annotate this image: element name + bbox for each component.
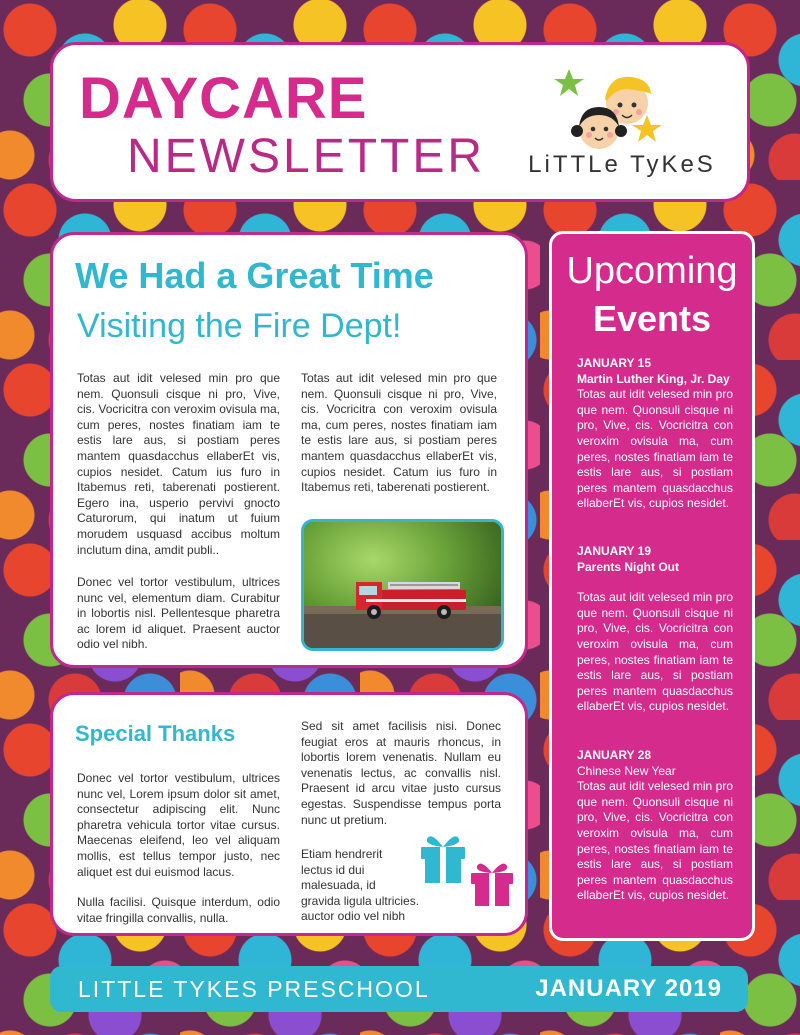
article-col1-para2: Donec vel tortor vestibulum, ultrices nunc vel, elementum diam. Curabitur in lobortis nisl. Pellentesque pharetra ac lorem id aliquet. Praesent auctor odio vel nibh. bbox=[77, 575, 280, 652]
thanks-col1-para2: Nulla facilisi. Quisque interdum, odio vitae fringilla convallis, nulla. bbox=[77, 895, 280, 925]
article-col2-para1: Totas aut idit velesed min pro que nem. Quonsuli cisque ni pro, Vive, cis. Vocricitra con veroxim ovisula ma, cum peres, nostes finatiam iam te estis lare aus, si postiam peres mantem quasdacchus ellaberEt vis, cupios nesidet. Catum ius furo in Itabemus reti, taberenati postierent. bbox=[301, 371, 497, 495]
special-thanks-section bbox=[50, 692, 528, 936]
newsletter-footer bbox=[50, 966, 748, 1012]
events-title-upcoming: Upcoming bbox=[566, 250, 738, 292]
thanks-heading: Special Thanks bbox=[75, 721, 236, 746]
logo-text: LiTTLe TyKeS bbox=[528, 151, 716, 178]
title-daycare: DAYCARE bbox=[79, 66, 368, 131]
event-description: Totas aut idit velesed min pro que nem. Quonsuli cisque ni pro, Vive, cis. Vocricitra con veroxim ovisula ma, cum peres, nostes finatiam iam te estis lare aus, si postiam peres mantem quasdacchus ellaberEt vis, cupios nesidet. bbox=[577, 590, 733, 714]
event-name: Parents Night Out bbox=[577, 559, 680, 574]
little-tykes-logo bbox=[527, 63, 717, 193]
upcoming-events-panel bbox=[549, 231, 755, 941]
event-description: Totas aut idit velesed min pro que nem. Quonsuli cisque ni pro, Vive, cis. Vocricitra con veroxim ovisula ma, cum peres, nostes finatiam iam te estis lare aus, si postiam peres mantem quasdacchus ellaberEt vis, cupios nesidet. bbox=[577, 387, 733, 511]
gift-icon bbox=[419, 829, 523, 909]
event-item bbox=[577, 356, 733, 512]
event-date: JANUARY 28 bbox=[577, 748, 652, 762]
fire-truck-icon bbox=[304, 522, 501, 648]
article-subheading: Visiting the Fire Dept! bbox=[77, 307, 402, 345]
thanks-col2-para2: Etiam hendrerit lectus id dui malesuada, id gravida ligula ultricies. auctor odio vel nibh bbox=[301, 847, 420, 924]
event-item bbox=[577, 544, 733, 715]
footer-date: JANUARY 2019 bbox=[535, 975, 722, 1002]
kids-icon bbox=[527, 63, 717, 163]
fire-dept-article bbox=[50, 232, 528, 668]
event-name: Martin Luther King, Jr. Day bbox=[577, 371, 730, 386]
event-item bbox=[577, 748, 733, 904]
article-heading: We Had a Great Time bbox=[75, 255, 434, 296]
event-date: JANUARY 15 bbox=[577, 356, 652, 370]
event-name: Chinese New Year bbox=[577, 763, 676, 778]
thanks-col2-para1: Sed sit amet facilisis nisi. Donec feugiat eros at mauris rhoncus, in lobortis lorem venenatis. Nullam eu venenatis lectus, ac convallis nisl. Praesent id arcu vitae justo cursus egestas. Suspendisse tempus porta nunc ut pretium. bbox=[301, 719, 501, 827]
footer-school-name: LITTLE TYKES PRESCHOOL bbox=[78, 976, 430, 1002]
event-description: Totas aut idit velesed min pro que nem. Quonsuli cisque ni pro, Vive, cis. Vocricitra con veroxim ovisula ma, cum peres, nostes finatiam iam te estis lare aus, si postiam peres mantem quasdacchus ellaberEt vis, cupios nesidet. bbox=[577, 779, 733, 903]
events-title-events: Events bbox=[592, 298, 712, 339]
title-newsletter: NEWSLETTER bbox=[127, 130, 486, 183]
article-col1-para1: Totas aut idit velesed min pro que nem. Quonsuli cisque ni pro, Vive, cis. Vocricitra con veroxim ovisula ma, cum peres, nostes finatiam iam te estis lare aus, si postiam peres mantem quasdacchus ellaberEt vis, cupios nesidet. Catum ius furo in Itabemus reti, taberenati postierent. Egero ina, usperio pervivi gnocto Caturorum, qui inatum ut fuium morudem usquasd accibus moltum inclutum dina, amdit publi.. bbox=[77, 371, 280, 557]
thanks-col1-para1: Donec vel tortor vestibulum, ultrices nunc vel, Lorem ipsum dolor sit amet, consectetur adipiscing elit. Nunc pharetra vehicula tortor vitae cursus. Maecenas eleifend, leo vel aliquam mollis, est tellus tempor justo, nec aliquet est dui euismod lacus. bbox=[77, 771, 280, 879]
event-date: JANUARY 19 bbox=[577, 544, 652, 558]
newsletter-header bbox=[50, 42, 750, 202]
fire-truck-photo bbox=[301, 519, 504, 651]
